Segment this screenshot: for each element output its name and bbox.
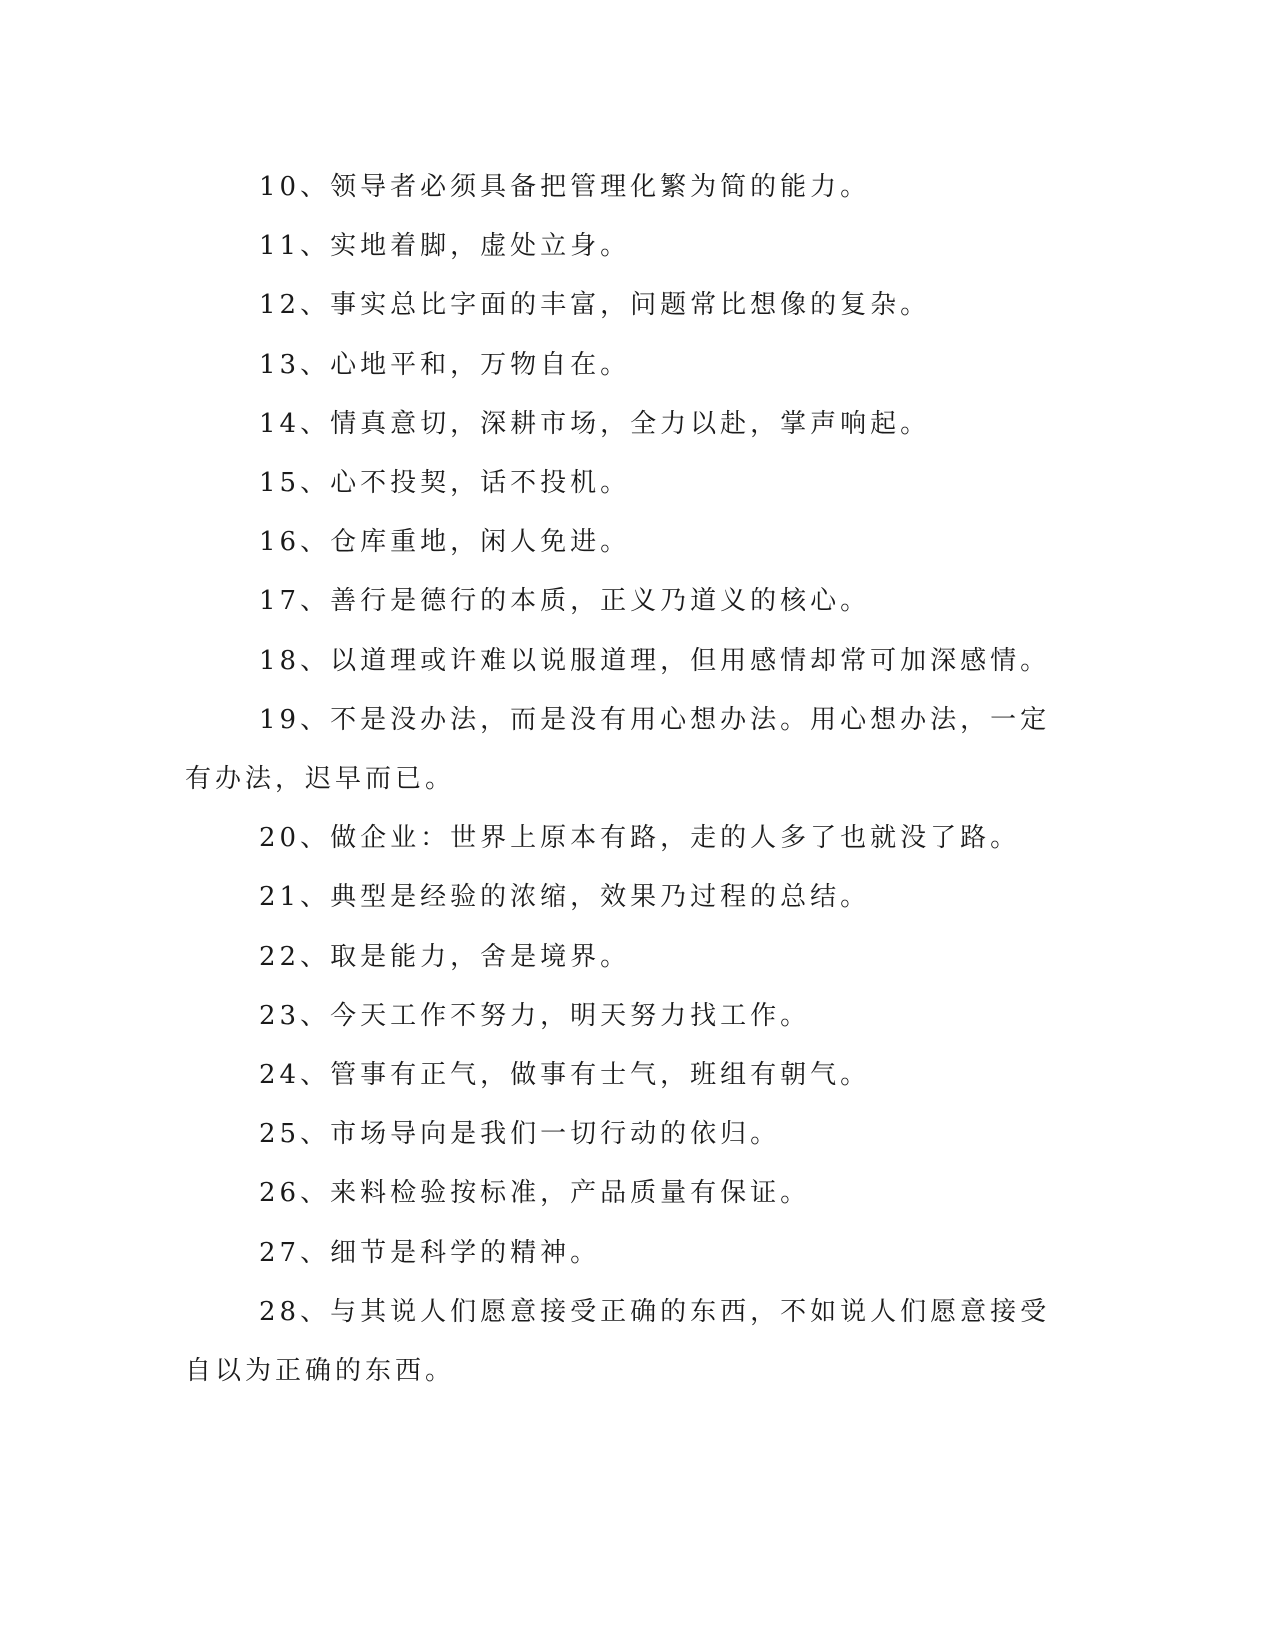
paragraph-27: 27、细节是科学的精神。 xyxy=(259,1237,601,1268)
paragraph-19: 19、不是没办法，而是没有用心想办法。用心想办法，一定有办法，迟早而已。 xyxy=(185,704,1051,795)
paragraph-11: 11、实地着脚，虚处立身。 xyxy=(259,231,631,262)
paragraph-16: 16、仓库重地，闲人免进。 xyxy=(259,527,631,558)
paragraph-17: 17、善行是德行的本质，正义乃道义的核心。 xyxy=(259,586,871,617)
paragraph-13: 13、心地平和，万物自在。 xyxy=(259,349,631,380)
paragraph-26: 26、来料检验按标准，产品质量有保证。 xyxy=(259,1178,811,1209)
paragraph-18: 18、以道理或许难以说服道理，但用感情却常可加深感情。 xyxy=(259,645,1051,676)
paragraph-14: 14、情真意切，深耕市场，全力以赴，掌声响起。 xyxy=(259,408,931,439)
paragraph-20: 20、做企业：世界上原本有路，走的人多了也就没了路。 xyxy=(259,823,1021,854)
paragraph-23: 23、今天工作不努力，明天努力找工作。 xyxy=(259,1000,811,1031)
paragraph-10: 10、领导者必须具备把管理化繁为简的能力。 xyxy=(259,172,871,202)
paragraph-12: 12、事实总比字面的丰富，问题常比想像的复杂。 xyxy=(259,290,931,321)
paragraph-28: 28、与其说人们愿意接受正确的东西，不如说人们愿意接受自以为正确的东西。 xyxy=(185,1296,1051,1387)
paragraph-15: 15、心不投契，话不投机。 xyxy=(259,468,631,499)
paragraph-22: 22、取是能力，舍是境界。 xyxy=(259,941,631,972)
paragraph-25: 25、市场导向是我们一切行动的依归。 xyxy=(259,1119,781,1150)
document-body xyxy=(185,158,1073,1401)
paragraph-21: 21、典型是经验的浓缩，效果乃过程的总结。 xyxy=(259,882,871,913)
paragraph-24: 24、管事有正气，做事有士气，班组有朝气。 xyxy=(259,1060,871,1091)
